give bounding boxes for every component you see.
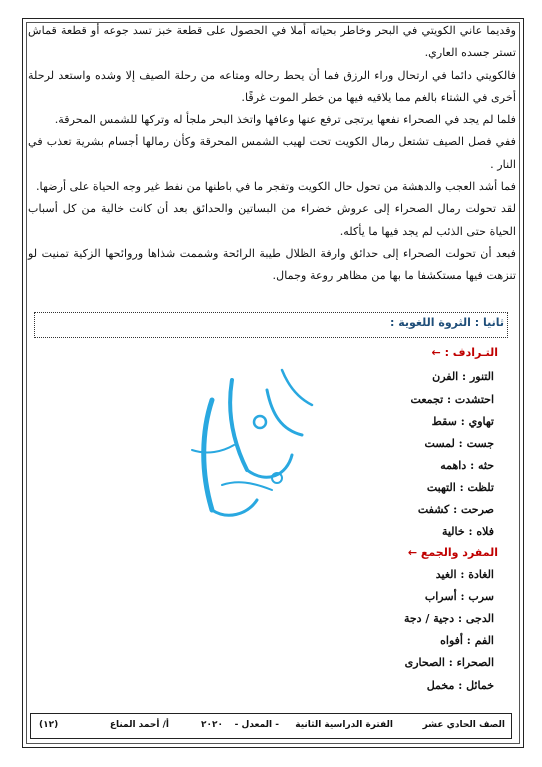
paragraph-3: فلما لم يجد في الصحراء نفعها يرتجى ترفع عنها وعافها واتخذ البحر ملجأ له وتركها للشمس المحرقة. <box>54 113 516 127</box>
section-title: ثانيا : الثروة اللغوية : <box>390 316 504 329</box>
synonym-item: فلاه : خالية <box>441 525 494 538</box>
synonym-item: حثه : داهمه <box>440 459 494 472</box>
footer-period: الفترة الدراسية الثانية <box>295 720 393 730</box>
synonym-item: صرحت : كشفت <box>417 503 494 516</box>
synonyms-title-text: التـرادف : <box>444 346 498 359</box>
synonym-item: تلظت : التهبت <box>426 481 494 494</box>
paragraph-6: لقد تحولت رمال الصحراء إلى عروش خضراء من البساتين والحدائق بعد أن كانت خالية من كل أسباب الحياة حتى الذئب لم يجد فيها ما يأكله. <box>28 202 516 238</box>
synonym-item: تهاوي : سقط <box>431 415 494 428</box>
paragraph-1: وقديما عاني الكويتي في البحر وخاطر بحياته أملا في الحصول على قطعة خبز تسد جوعه أو قطعة قماش تستر جسده العاري. <box>28 24 516 60</box>
singular-plural-item: سرب : أسراب <box>424 590 494 603</box>
singular-plural-title <box>408 546 498 559</box>
singular-plural-item: الصحراء : الصحارى <box>404 656 494 669</box>
paragraph-2: فالكويتي دائما في ارتحال وراء الرزق فما أن يحط رحاله ومتاعه من رحلة الصيف إلا وشده واستعد لرحلة أخرى في الشتاء بالغم مما يلاقيه فيها من خطر الموت غرقًا. <box>28 68 516 104</box>
footer-year: ٢٠٢٠ <box>201 720 223 730</box>
footer-grade: الصف الحادي عشر <box>422 720 505 730</box>
synonym-item: احتشدت : تجمعت <box>410 393 494 406</box>
singular-plural-item: الفم : أفواه <box>440 634 494 647</box>
signature-watermark-icon <box>172 360 322 530</box>
singular-plural-title-text: المفرد والجمع <box>420 546 498 559</box>
paragraph-7: فبعد أن تحولت الصحراء إلى حدائق وارفة الظلال طيبة الرائحة وشممت شذاها وروائحها الزكية تمنيت لو تنزهت فيها مستكشفا ما بها من مظاهر روعة وجمال. <box>28 246 516 283</box>
footer-type: - المعدل - <box>234 720 279 730</box>
synonyms-title <box>432 346 498 359</box>
footer-teacher: أ/ أحمد المناع <box>109 720 169 730</box>
synonym-item: جست : لمست <box>424 437 494 450</box>
synonym-item: التنور : الفرن <box>432 370 494 383</box>
arrow-left-icon: ← <box>407 546 418 559</box>
paragraph-5: فما أشد العجب والدهشة من تحول حال الكويت وتفجر ما في باطنها من نفط غير وجه الحياة على أرضها. <box>35 180 516 194</box>
singular-plural-item: الغادة : الغيد <box>435 568 494 581</box>
footer-page-number: (١٢) <box>39 720 59 730</box>
arrow-left-icon: ← <box>431 346 441 359</box>
footer-bar <box>30 713 512 739</box>
singular-plural-item: الدجى : دجية / دجة <box>403 612 494 625</box>
singular-plural-item: خمائل : مخمل <box>426 679 494 692</box>
main-text <box>28 20 516 288</box>
paragraph-4: ففي فصل الصيف تشتعل رمال الكويت تحت لهيب الشمس المحرقة وكأن رمالها أجسام بشرية تعذب في النار . <box>28 135 516 171</box>
